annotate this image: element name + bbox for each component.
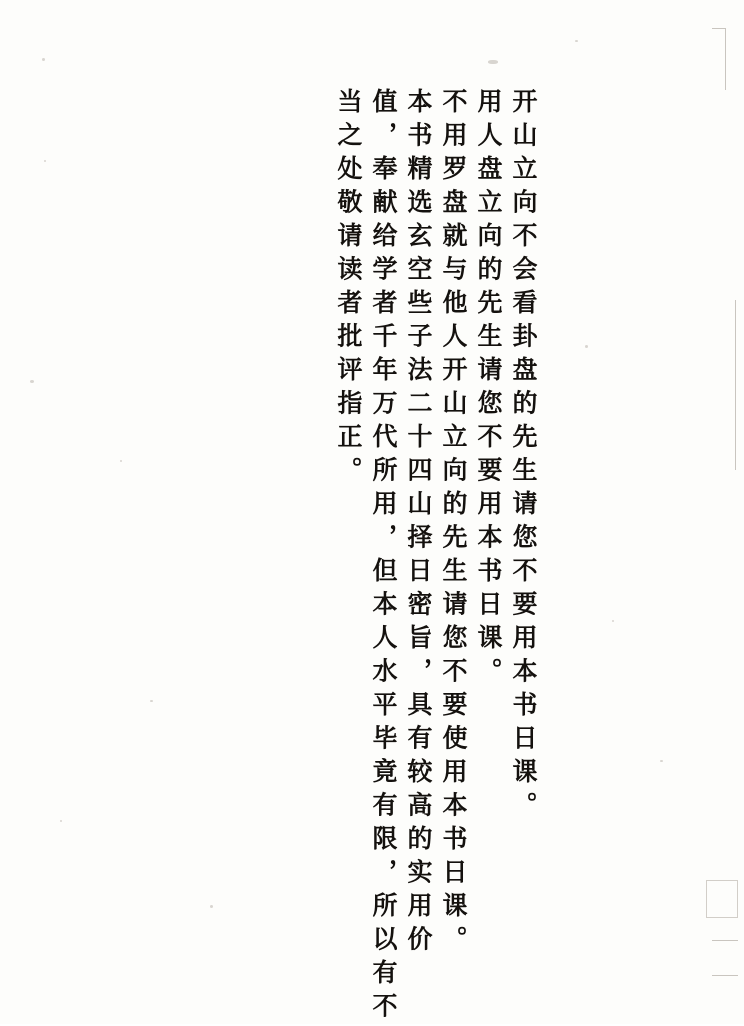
scan-speckle <box>120 460 122 462</box>
scan-speckle <box>30 380 34 383</box>
text-column-5: 值，奉献给学者千年万代所用，但本人水平毕竟有限，所以有不 <box>369 88 398 1026</box>
text-column-1: 开山立向不会看卦盘的先生请您不要用本书日课。 <box>509 88 538 825</box>
text-column-2: 用人盘立向的先生请您不要用本书日课。 <box>474 88 503 691</box>
scan-speckle <box>612 620 614 622</box>
scan-edge-line <box>725 28 726 90</box>
scan-edge-line <box>712 28 726 29</box>
scan-speckle <box>150 700 153 702</box>
scan-smudge <box>488 60 498 64</box>
scan-speckle <box>585 345 588 348</box>
text-column-6: 当之处敬请读者批评指正。 <box>334 88 363 490</box>
scan-edge-line <box>735 300 736 470</box>
scan-speckle <box>44 160 46 162</box>
text-column-4: 本书精选玄空些子法二十四山择日密旨，具有较高的实用价 <box>404 88 433 959</box>
scan-edge-block <box>706 880 738 918</box>
scan-edge-line <box>712 940 738 941</box>
scan-speckle <box>42 58 45 61</box>
scan-speckle <box>60 820 62 822</box>
scan-speckle <box>210 905 213 908</box>
text-column-3: 不用罗盘就与他人开山立向的先生请您不要使用本书日课。 <box>439 88 468 959</box>
scan-speckle <box>575 40 578 42</box>
scan-speckle <box>660 760 663 762</box>
vertical-text-block <box>236 88 538 1026</box>
scan-edge-line <box>712 975 738 976</box>
